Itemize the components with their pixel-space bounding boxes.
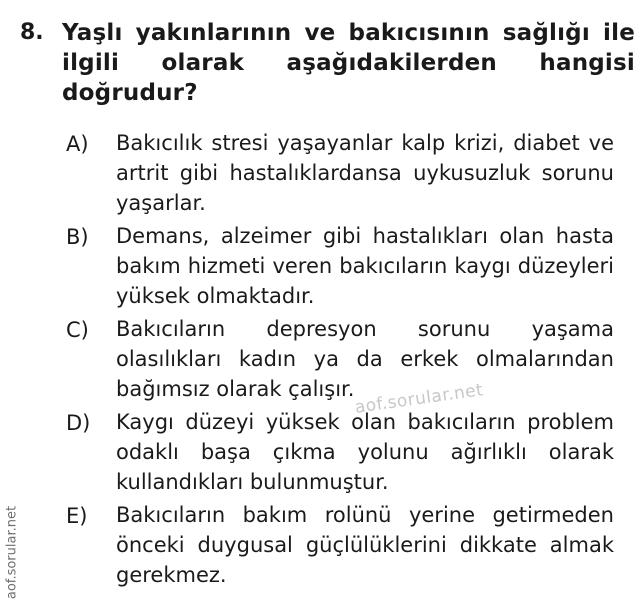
option-letter: D) bbox=[66, 411, 91, 435]
option-a[interactable] bbox=[66, 128, 614, 218]
watermark-side: aof.sorular.net bbox=[4, 505, 20, 600]
question-text: Yaşlı yakınlarının ve bakıcısının sağlığı ile ilgili olarak aşağıdakilerden hangisi doğrudur? bbox=[62, 20, 635, 106]
option-c[interactable] bbox=[66, 314, 614, 404]
option-text: Bakıcıların bakım rolünü yerine getirmeden önceki duygusal güçlülüklerini dikkate almak gerekmez. bbox=[116, 503, 614, 587]
option-letter: A) bbox=[66, 132, 89, 156]
option-e[interactable] bbox=[66, 500, 614, 590]
option-text: Bakıcılık stresi yaşayanlar kalp krizi, diabet ve artrit gibi hastalıklardansa uykusuzluk sorunu yaşarlar. bbox=[116, 131, 614, 215]
options-list bbox=[66, 128, 614, 593]
option-b[interactable] bbox=[66, 221, 614, 311]
option-letter: B) bbox=[66, 225, 89, 249]
option-text: Demans, alzeimer gibi hastalıkları olan hasta bakım hizmeti veren bakıcıların kaygı düzeyleri yüksek olmaktadır. bbox=[116, 224, 614, 308]
question-number: 8. bbox=[20, 20, 44, 45]
option-d[interactable] bbox=[66, 407, 614, 497]
option-letter: C) bbox=[66, 318, 89, 342]
option-letter: E) bbox=[66, 504, 88, 528]
option-text: Bakıcıların depresyon sorunu yaşama olasılıkları kadın ya da erkek olmalarından bağımsız olarak çalışır. bbox=[116, 317, 614, 401]
watermark-center: aof.sorular.net bbox=[353, 380, 485, 418]
option-text: Kaygı düzeyi yüksek olan bakıcıların problem odaklı başa çıkma yolunu ağırlıklı olarak kullandıkları bulunmuştur. bbox=[116, 410, 614, 494]
